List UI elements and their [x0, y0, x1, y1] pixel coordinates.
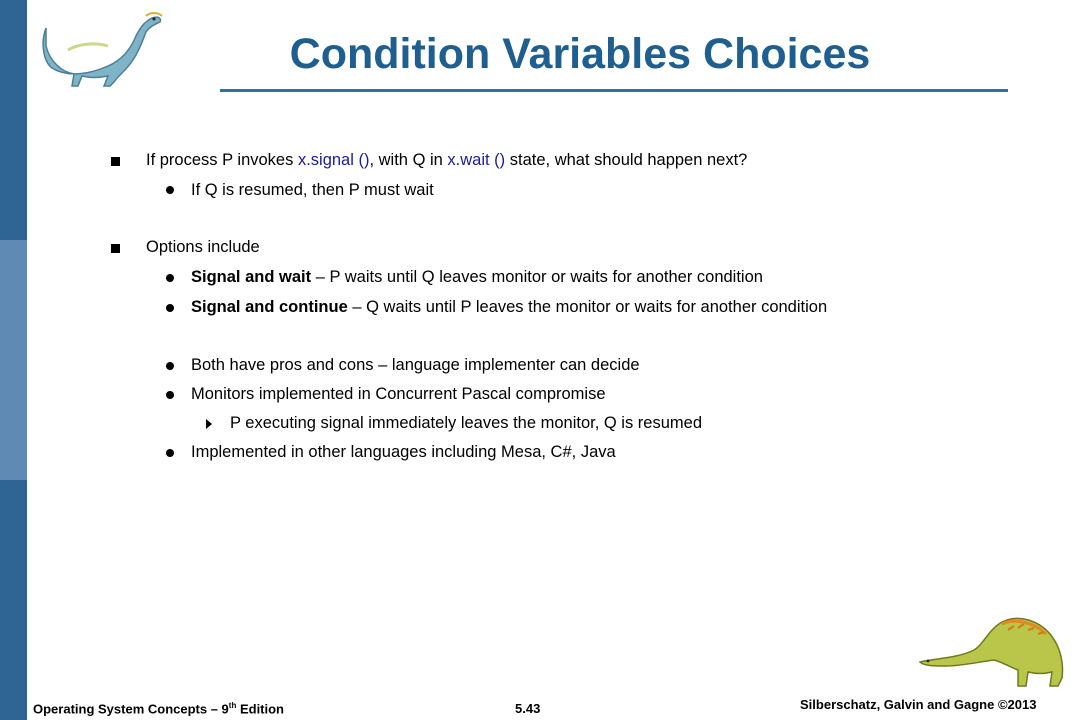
list-item: Implemented in other languages including Mesa, C#, Java [191, 443, 616, 461]
bullet-text: If process P invokes [146, 151, 298, 169]
round-bullet-icon [166, 304, 174, 312]
code-wait: x.wait () [447, 151, 506, 169]
round-bullet-icon [166, 274, 174, 282]
arrow-bullet-icon [206, 419, 212, 429]
dinosaur-logo-icon [38, 6, 168, 90]
dinosaur-decoration-icon [918, 600, 1068, 692]
footer-copyright: Silberschatz, Galvin and Gagne ©2013 [800, 697, 1037, 712]
list-item [146, 151, 747, 170]
round-bullet-icon [166, 362, 174, 370]
list-item: If Q is resumed, then P must wait [191, 181, 434, 199]
code-signal: x.signal () [297, 151, 370, 169]
bullet-text: state, what should happen next? [505, 151, 748, 169]
footer-book-suffix: Edition [236, 701, 285, 717]
footer-book-prefix: Operating System Concepts – 9 [33, 701, 229, 717]
option-description: – P waits until Q leaves monitor or waits for another condition [311, 268, 763, 286]
round-bullet-icon [166, 186, 174, 194]
list-item [191, 268, 763, 287]
square-bullet-icon [111, 157, 120, 166]
list-item: Both have pros and cons – language implementer can decide [191, 356, 640, 374]
bullet-text: , with Q in [369, 151, 448, 169]
list-item: Monitors implemented in Concurrent Pascal compromise [191, 385, 606, 403]
footer-book-title [33, 701, 284, 716]
round-bullet-icon [166, 449, 174, 457]
option-name: Signal and continue [191, 298, 348, 316]
list-item: P executing signal immediately leaves the monitor, Q is resumed [230, 414, 703, 432]
title-divider [220, 89, 1008, 92]
page-number: 5.43 [515, 701, 541, 716]
left-accent-band [0, 0, 27, 720]
list-item: Options include [146, 238, 260, 256]
round-bullet-icon [166, 391, 174, 399]
footer-book-sup: th [228, 701, 237, 710]
square-bullet-icon [111, 244, 120, 253]
option-name: Signal and wait [191, 268, 312, 286]
option-description: – Q waits until P leaves the monitor or waits for another condition [347, 298, 828, 316]
list-item [191, 298, 827, 317]
page-title: Condition Variables Choices [289, 30, 871, 78]
